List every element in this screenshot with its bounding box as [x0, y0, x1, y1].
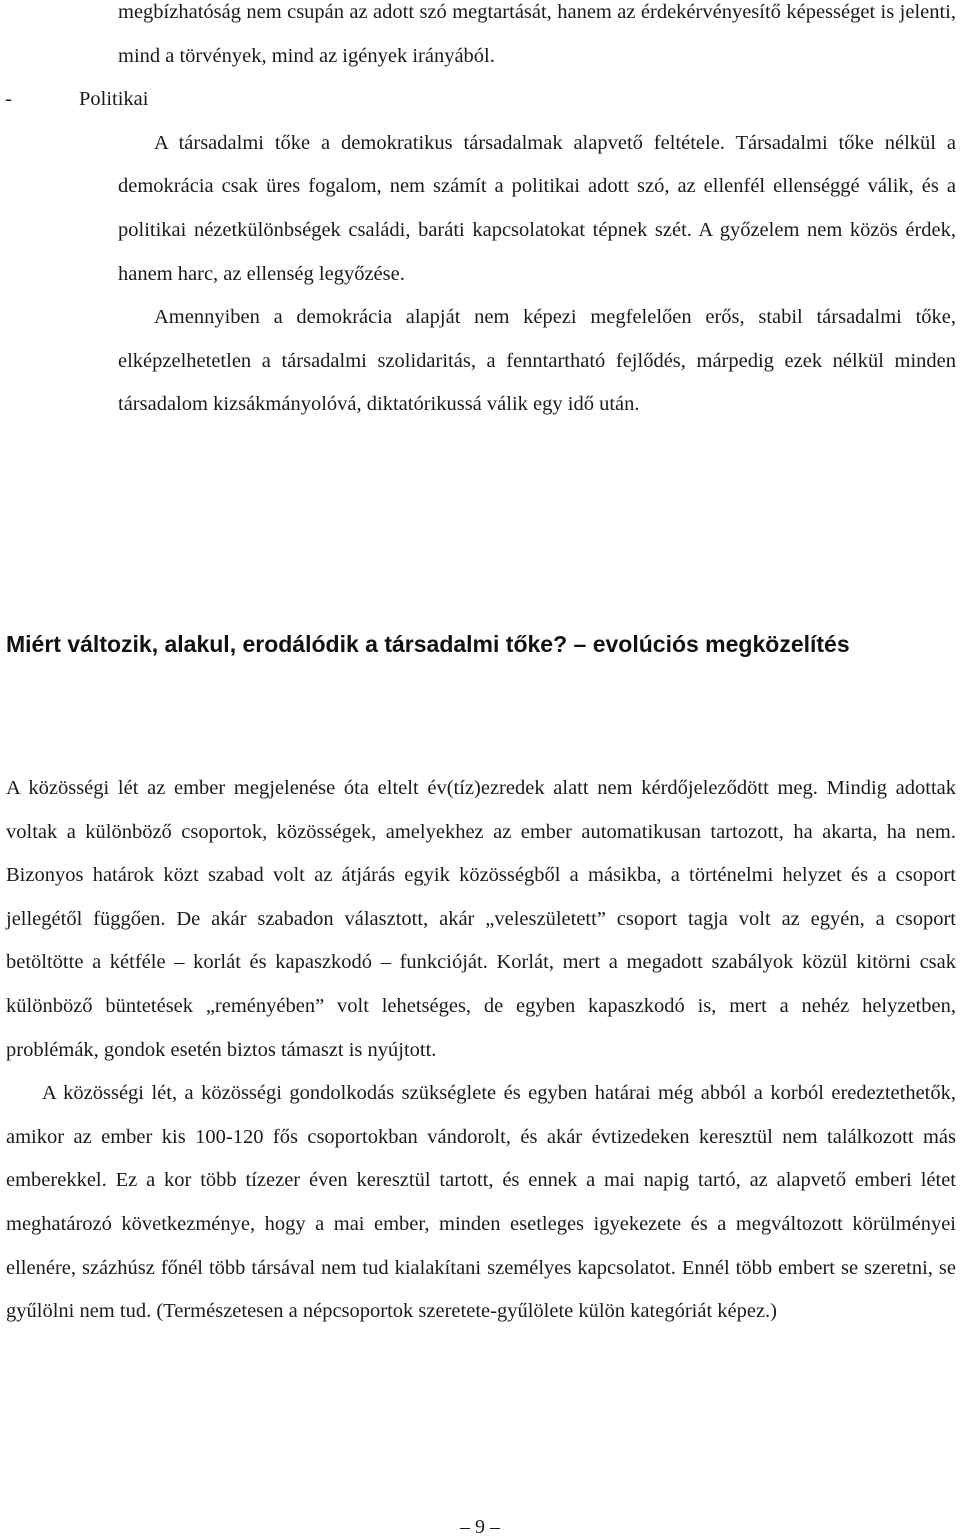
body-section — [6, 767, 956, 1334]
bullet-dash: - — [5, 88, 12, 111]
top-section — [5, 0, 956, 427]
page-number: – 9 – — [460, 1516, 500, 1538]
bullet-label: Politikai — [79, 88, 149, 111]
paragraph-politikai: A társadalmi tőke a demokratikus társadalmak alapvető feltétele. Társadalmi tőke nélkül a demokrácia csak üres fogalom, nem számít a politikai adott szó, az ellenfél ellenséggé válik, és a politikai nézetkülönbségek családi, baráti kapcsolatokat tépnek szét. A győzelem nem közös érdek, hanem harc, az ellenség legyőzése. — [118, 131, 956, 285]
paragraph-continued: megbízhatóság nem csupán az adott szó megtartását, hanem az érdekérvényesítő képességet is jelenti, mind a törvények, mind az igények irányából. — [118, 1, 956, 67]
bullet-item-politikai — [0, 78, 956, 122]
paragraph-kozossegi-gondolkodas: A közösségi lét, a közösségi gondolkodás szükséglete és egyben határai még abból a korból eredeztethetők, amikor az ember kis 100-120 fős csoportokban vándorolt, és akár évtizedeken keresztül nem találkozott más emberekkel. Ez a kor több tízezer éven keresztül tartott, és ennek a mai napig tartó, az alapvető emberi létet meghatározó következménye, hogy a mai ember, minden esetleges igyekezete és a megváltozott körülményei ellenére, százhúsz főnél több társával nem tud kialakítani személyes kapcsolatot. Ennél több embert se szeretni, se gyűlölni nem tud. (Természetesen a népcsoportok szeretete-gyűlölete külön kategóriát képez.) — [6, 1082, 956, 1323]
section-heading: Miért változik, alakul, erodálódik a társadalmi tőke? – evolúciós megközelítés — [6, 631, 850, 657]
paragraph-kozossegi-let: A közösségi lét az ember megjelenése óta eltelt év(tíz)ezredek alatt nem kérdőjeleződött meg. Mindig adottak voltak a különböző csoportok, közösségek, amelyekhez az ember automatikusan tartozott, ha akarta, ha nem. Bizonyos határok közt szabad volt az átjárás egyik közösségből a másikba, a történelmi helyzet és a csoport jellegétől függően. De akár szabadon választott, akár „veleszületett” csoport tagja volt az egyén, a csoport betöltötte a kétféle – korlát és kapaszkodó – funkcióját. Korlát, mert a megadott szabályok közül kitörni csak különböző büntetések „reményében” volt lehetséges, de egyben kapaszkodó is, mert a nehéz helyzetben, problémák, gondok esetén biztos támaszt is nyújtott. — [6, 777, 956, 1061]
paragraph-amennyiben: Amennyiben a demokrácia alapját nem képezi megfelelően erős, stabil társadalmi tőke, elképzelhetetlen a társadalmi szolidaritás, a fenntartható fejlődés, márpedig ezek nélkül minden társadalom kizsákmányolóvá, diktatórikussá válik egy idő után. — [118, 306, 956, 416]
